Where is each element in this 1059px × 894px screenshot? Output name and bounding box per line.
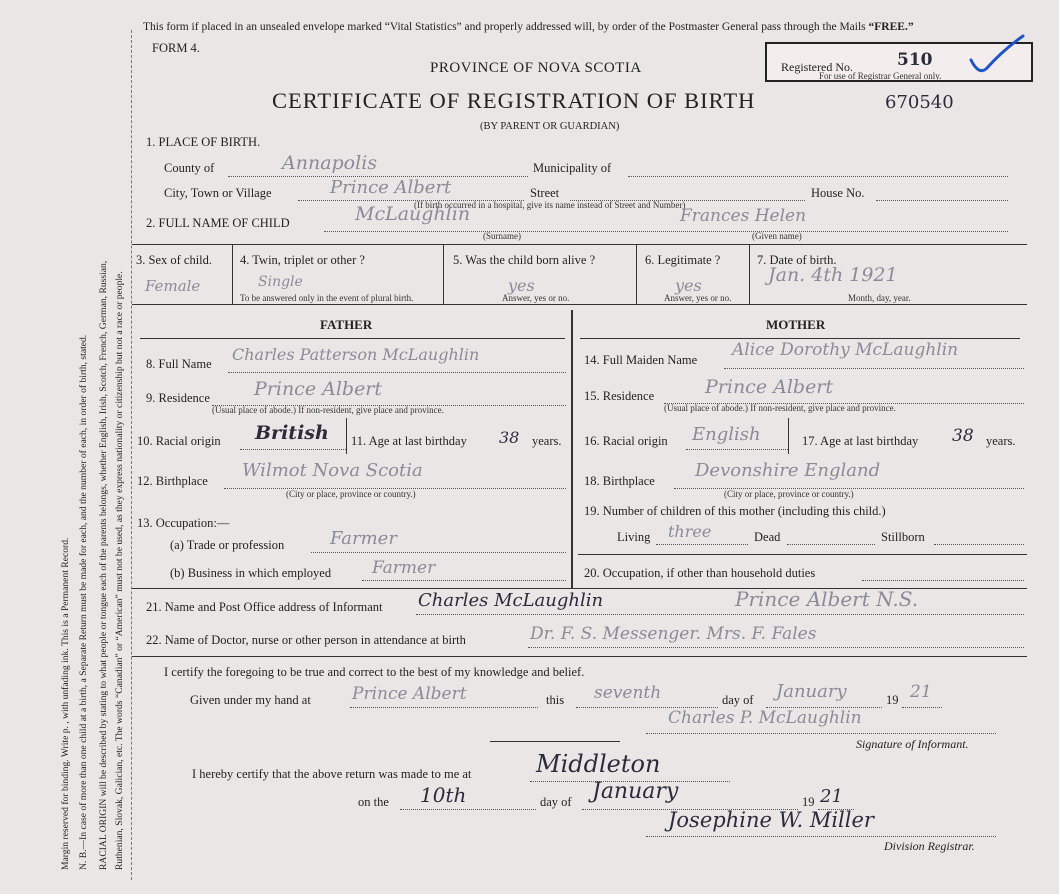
mother-name-value: Alice Dorothy McLaughlin xyxy=(732,340,959,360)
father-birthplace-value: Wilmot Nova Scotia xyxy=(242,460,423,481)
mother-age-label: 17. Age at last birthday xyxy=(802,434,919,448)
twin-label: 4. Twin, triplet or other ? xyxy=(240,253,365,267)
child-surname-value: McLaughlin xyxy=(355,203,471,225)
stillborn-label: Stillborn xyxy=(881,530,925,544)
place-heading: 1. PLACE OF BIRTH. xyxy=(146,135,261,149)
registered-number: 510 xyxy=(897,50,933,70)
child-name-label: 2. FULL NAME OF CHILD xyxy=(146,216,290,230)
mother-residence-value: Prince Albert xyxy=(705,376,834,398)
margin-note-3: RACIAL ORIGIN will be described by stating to what people or tongue each of the parents belongs, whether English, Irish, Scotch, French, German, Russian, xyxy=(98,260,109,870)
doctor-value: Dr. F. S. Messenger. Mrs. F. Fales xyxy=(530,624,817,644)
father-age-value: 38 xyxy=(499,428,520,447)
city-value: Prince Albert xyxy=(330,177,452,198)
form-number: FORM 4. xyxy=(152,41,200,55)
father-residence-label: 9. Residence xyxy=(146,391,210,405)
alive-value: yes xyxy=(508,276,535,295)
legitimate-value: yes xyxy=(675,276,702,295)
father-racial-label: 10. Racial origin xyxy=(137,434,221,448)
father-heading: FATHER xyxy=(320,317,373,332)
sex-label: 3. Sex of child. xyxy=(136,253,213,267)
postal-note: This form if placed in an unsealed envelope marked “Vital Statistics” and properly addressed will, by order of the Postmaster General pass through the Mails “FREE.” xyxy=(143,21,914,33)
this-label: this xyxy=(546,693,565,707)
legitimate-note: Answer, yes or no. xyxy=(664,293,732,303)
father-racial-value: British xyxy=(255,422,329,444)
certify-year-value: 21 xyxy=(910,682,932,702)
house-label: House No. xyxy=(811,186,865,200)
given-label: Given under my hand at xyxy=(190,693,311,707)
binding-margin-line xyxy=(131,30,132,880)
informant-signature: Charles P. McLaughlin xyxy=(668,708,862,728)
dob-value: Jan. 4th 1921 xyxy=(768,264,898,286)
doctor-label: 22. Name of Doctor, nurse or other person in attendance at birth xyxy=(146,633,466,647)
mother-birthplace-note: (City or place, province or country.) xyxy=(724,489,854,499)
margin-notes xyxy=(48,40,140,870)
city-label: City, Town or Village xyxy=(164,186,272,200)
certify-statement: I certify the foregoing to be true and correct to the best of my knowledge and belief. xyxy=(164,665,585,679)
check-mark-icon xyxy=(967,32,1027,78)
father-residence-value: Prince Albert xyxy=(254,378,383,400)
living-label: Living xyxy=(617,530,651,544)
alive-note: Answer, yes or no. xyxy=(502,293,570,303)
title-number: 670540 xyxy=(885,92,954,113)
informant-name-value: Charles McLaughlin xyxy=(418,590,604,611)
father-age-label: 11. Age at last birthday xyxy=(351,434,467,448)
given-caption: (Given name) xyxy=(752,231,802,241)
child-given-value: Frances Helen xyxy=(680,206,807,226)
business-value: Farmer xyxy=(372,558,436,578)
mother-name-label: 14. Full Maiden Name xyxy=(584,353,698,367)
mother-heading: MOTHER xyxy=(766,317,826,332)
registrar-place-value: Middleton xyxy=(536,750,661,778)
father-residence-note: (Usual place of abode.) If non-resident, give place and province. xyxy=(212,405,444,415)
county-label: County of xyxy=(164,161,215,175)
occupation-label: 13. Occupation:— xyxy=(137,516,230,530)
municipality-label: Municipality of xyxy=(533,161,612,175)
father-birthplace-label: 12. Birthplace xyxy=(137,474,208,488)
trade-value: Farmer xyxy=(330,528,397,549)
county-value: Annapolis xyxy=(282,152,378,174)
registrar-on-label: on the xyxy=(358,795,389,809)
mother-age-unit: years. xyxy=(986,434,1016,448)
certify-year-prefix: 19 xyxy=(886,693,899,707)
mother-racial-value: English xyxy=(692,424,761,445)
postal-free: “FREE.” xyxy=(868,21,914,33)
father-birthplace-note: (City or place, province or country.) xyxy=(286,489,416,499)
certify-day-of-label: day of xyxy=(722,693,754,707)
trade-label: (a) Trade or profession xyxy=(170,538,285,552)
alive-label: 5. Was the child born alive ? xyxy=(453,253,596,267)
mother-occupation-label: 20. Occupation, if other than household duties xyxy=(584,566,816,580)
mother-age-value: 38 xyxy=(952,426,974,446)
informant-address-value: Prince Albert N.S. xyxy=(735,587,919,611)
dead-label: Dead xyxy=(754,530,781,544)
hospital-note: (If birth occurred in a hospital, give its name instead of Street and Number) xyxy=(414,200,686,210)
registered-note: For use of Registrar General only. xyxy=(819,71,942,81)
twin-value: Single xyxy=(258,274,303,290)
surname-caption: (Surname) xyxy=(483,231,521,241)
given-place-value: Prince Albert xyxy=(352,684,467,704)
father-age-unit: years. xyxy=(532,434,562,448)
registrar-day-value: 10th xyxy=(420,783,467,807)
mother-birthplace-label: 18. Birthplace xyxy=(584,474,655,488)
registrar-year-prefix: 19 xyxy=(802,795,815,809)
living-value: three xyxy=(668,522,712,541)
dob-note: Month, day, year. xyxy=(848,293,911,303)
mother-racial-label: 16. Racial origin xyxy=(584,434,668,448)
registrar-statement: I hereby certify that the above return was made to me at xyxy=(192,767,472,781)
children-label: 19. Number of children of this mother (including this child.) xyxy=(584,504,886,518)
province-heading: PROVINCE OF NOVA SCOTIA xyxy=(430,60,642,76)
mother-residence-label: 15. Residence xyxy=(584,389,655,403)
informant-signature-caption: Signature of Informant. xyxy=(856,737,969,751)
mother-residence-note: (Usual place of abode.) If non-resident, give place and province. xyxy=(664,403,896,413)
registrar-year-value: 21 xyxy=(820,786,843,807)
registrar-month-value: January xyxy=(592,779,679,804)
mother-birthplace-value: Devonshire England xyxy=(695,460,881,481)
father-name-value: Charles Patterson McLaughlin xyxy=(232,345,480,364)
registrar-day-of-label: day of xyxy=(540,795,572,809)
legitimate-label: 6. Legitimate ? xyxy=(645,253,721,267)
registered-box xyxy=(765,42,1033,82)
margin-note-1: Margin reserved for binding. Write p. , with unfading ink. This is a Permanent Record. xyxy=(60,537,71,870)
page-subtitle: (BY PARENT OR GUARDIAN) xyxy=(480,121,620,132)
certify-day-value: seventh xyxy=(594,683,662,703)
dob-label: 7. Date of birth. xyxy=(757,253,837,267)
registrar-signature-caption: Division Registrar. xyxy=(884,839,975,853)
registered-label: Registered No. xyxy=(781,60,853,74)
certify-month-value: January xyxy=(776,681,847,702)
informant-label: 21. Name and Post Office address of Informant xyxy=(146,600,383,614)
registrar-signature: Josephine W. Miller xyxy=(668,808,874,832)
margin-note-2: N. B.—In case of more than one child at a birth, a Separate Return must be made for each, and the number of each, in order of birth, stated. xyxy=(78,334,89,870)
margin-note-4: Ruthenian, Slovak, Galician, etc. The words “Canadian” or “American” must not be used, as they express nationality or citizenship but not a race or people. xyxy=(114,271,125,870)
page-title: CERTIFICATE OF REGISTRATION OF BIRTH xyxy=(272,88,756,113)
street-label: Street xyxy=(530,186,560,200)
sex-value: Female xyxy=(145,277,201,295)
twin-note: To be answered only in the event of plural birth. xyxy=(240,293,414,303)
father-name-label: 8. Full Name xyxy=(146,357,212,371)
business-label: (b) Business in which employed xyxy=(170,566,332,580)
